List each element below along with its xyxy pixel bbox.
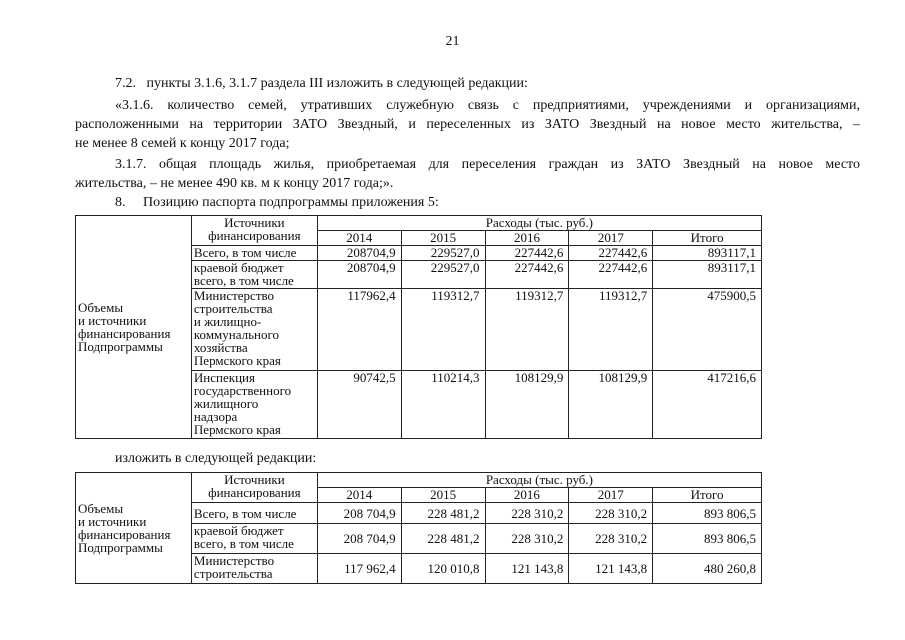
value-cell: 208 704,9: [317, 503, 401, 524]
value-cell: 119312,7: [401, 289, 485, 371]
value-cell: 228 310,2: [485, 503, 569, 524]
source-label-line: всего, в том числе: [193, 273, 294, 288]
year-2014: 2014: [317, 488, 401, 503]
value-cell: 208704,9: [317, 246, 401, 261]
sources-header-line: Источники: [224, 215, 285, 230]
value-cell: 121 143,8: [485, 554, 569, 584]
value-cell: 893117,1: [653, 261, 762, 289]
paragraph-8: 8. Позицию паспорта подпрограммы приложения 5:: [115, 195, 439, 210]
value-cell: 228 481,2: [401, 503, 485, 524]
expenses-header: Расходы (тыс. руб.): [317, 216, 761, 231]
row-label-line: Подпрограммы: [78, 339, 163, 354]
source-label-line: Инспекция: [193, 370, 255, 385]
paragraph-3-1-6-line-1: «3.1.6. количество семей, утративших служебную связь с предприятиями, учреждениями и организациями,: [115, 98, 860, 113]
value-cell: 121 143,8: [569, 554, 653, 584]
value-cell: 119312,7: [569, 289, 653, 371]
value-cell: 893117,1: [653, 246, 762, 261]
expenses-header: Расходы (тыс. руб.): [317, 473, 761, 488]
row-label-line: Объемы: [78, 501, 124, 516]
row-label-line: и источники: [78, 514, 147, 529]
year-2015: 2015: [401, 488, 485, 503]
sources-header-line: финансирования: [208, 228, 301, 243]
table-header-row: [76, 473, 762, 488]
row-label-line: Подпрограммы: [78, 540, 163, 555]
total-header: Итого: [653, 488, 762, 503]
value-cell: 208704,9: [317, 261, 401, 289]
old-financing-table: [75, 215, 762, 439]
source-label-line: хозяйства: [193, 340, 248, 355]
source-label: [191, 289, 317, 371]
value-cell: 120 010,8: [401, 554, 485, 584]
value-cell: 893 806,5: [653, 503, 762, 524]
new-financing-table: [75, 472, 762, 584]
value-cell: 117 962,4: [317, 554, 401, 584]
value-cell: 228 310,2: [569, 524, 653, 554]
source-label-line: всего, в том числе: [193, 536, 294, 551]
source-label-line: государственного: [193, 383, 292, 398]
sources-header: [191, 216, 317, 246]
year-2016: 2016: [485, 488, 569, 503]
source-label: Всего, в том числе: [191, 246, 317, 261]
row-label-line: финансирования: [78, 326, 171, 341]
value-cell: 228 481,2: [401, 524, 485, 554]
source-label: [191, 261, 317, 289]
source-label-line: Пермского края: [193, 422, 281, 437]
row-label-line: Объемы: [78, 300, 124, 315]
year-2015: 2015: [401, 231, 485, 246]
value-cell: 229527,0: [401, 246, 485, 261]
sources-header: [191, 473, 317, 503]
table-header-row: [76, 216, 762, 231]
value-cell: 227442,6: [569, 246, 653, 261]
value-cell: 117962,4: [317, 289, 401, 371]
paragraph-7-2: 7.2. пункты 3.1.6, 3.1.7 раздела III изложить в следующей редакции:: [115, 76, 528, 91]
total-header: Итого: [653, 231, 762, 246]
year-2017: 2017: [569, 488, 653, 503]
paragraph-3-1-7-line-2: жительства, – не менее 490 кв. м к концу 2017 года;».: [75, 176, 394, 191]
row-label-line: финансирования: [78, 527, 171, 542]
year-2017: 2017: [569, 231, 653, 246]
sources-header-line: финансирования: [208, 485, 301, 500]
source-label-line: коммунального: [193, 327, 279, 342]
paragraph-3-1-7-line-1: 3.1.7. общая площадь жилья, приобретаемая для переселения граждан из ЗАТО Звездный на новое место: [115, 157, 860, 172]
value-cell: 229527,0: [401, 261, 485, 289]
page-number: 21: [445, 34, 460, 49]
value-cell: 475900,5: [653, 289, 762, 371]
source-label-line: краевой бюджет: [193, 260, 284, 275]
source-label-line: и жилищно-: [193, 314, 262, 329]
source-label-line: строительства: [193, 566, 273, 581]
row-label-cell: [76, 216, 192, 439]
source-label-line: краевой бюджет: [193, 523, 284, 538]
sources-header-line: Источники: [224, 472, 285, 487]
source-label-line: жилищного: [193, 396, 259, 411]
value-cell: 228 310,2: [569, 503, 653, 524]
source-label-line: Министерство: [193, 553, 275, 568]
paragraph-3-1-6-line-3: не менее 8 семей к концу 2017 года;: [75, 136, 290, 151]
source-label: [191, 524, 317, 554]
source-label: Всего, в том числе: [191, 503, 317, 524]
value-cell: 480 260,8: [653, 554, 762, 584]
source-label: [191, 371, 317, 439]
value-cell: 108129,9: [569, 371, 653, 439]
value-cell: 227442,6: [485, 261, 569, 289]
value-cell: 119312,7: [485, 289, 569, 371]
value-cell: 227442,6: [485, 246, 569, 261]
year-2014: 2014: [317, 231, 401, 246]
source-label: [191, 554, 317, 584]
paragraph-3-1-6-line-2: расположенными на территории ЗАТО Звездный, и переселенных из ЗАТО Звездный на новое место жительства, –: [75, 117, 860, 132]
row-label-line: и источники: [78, 313, 147, 328]
value-cell: 110214,3: [401, 371, 485, 439]
value-cell: 417216,6: [653, 371, 762, 439]
year-2016: 2016: [485, 231, 569, 246]
new-edition-text: изложить в следующей редакции:: [115, 451, 317, 466]
source-label-line: Министерство: [193, 288, 275, 303]
value-cell: 227442,6: [569, 261, 653, 289]
value-cell: 108129,9: [485, 371, 569, 439]
value-cell: 208 704,9: [317, 524, 401, 554]
row-label-cell: [76, 473, 192, 584]
source-label-line: строительства: [193, 301, 273, 316]
value-cell: 228 310,2: [485, 524, 569, 554]
value-cell: 90742,5: [317, 371, 401, 439]
source-label-line: надзора: [193, 409, 238, 424]
source-label-line: Пермского края: [193, 353, 281, 368]
value-cell: 893 806,5: [653, 524, 762, 554]
